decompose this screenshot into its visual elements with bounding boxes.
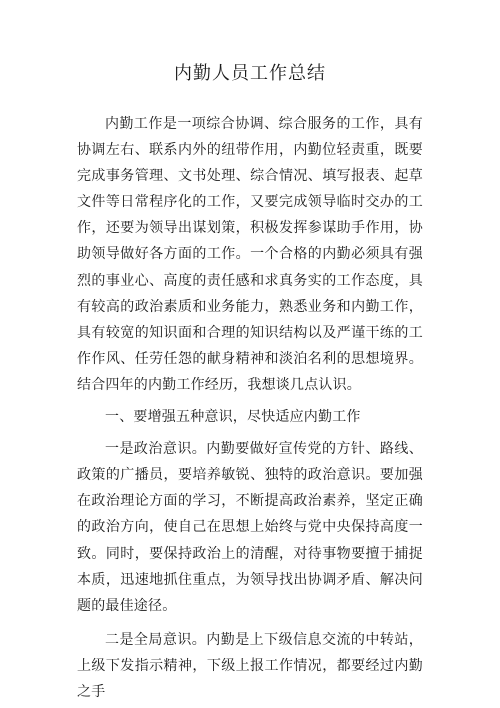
section-heading-1: 一、要增强五种意识，尽快适应内勤工作 [105, 409, 361, 426]
paragraph-overall-awareness: 二是全局意识。内勤是上下级信息交流的中转站，上级下发指示精神，下级上报工作情况，都要经过内勤之手 [77, 631, 423, 700]
document-body [77, 111, 423, 705]
paragraph-political-awareness: 一是政治意识。内勤要做好宣传党的方针、路线、政策的广播员，要培养敏锐、独特的政治意识。要加强在政治理论方面的学习，不断提高政治素养，坚定正确的政治方向，使自己在思想上始终与党中央保持高度一致。同时，要保持政治上的清醒，对待事物要擅于捕捉本质，迅速地抓住重点，为领导找出协调矛盾、解决问题的最佳途径。 [77, 441, 423, 614]
document-title: 内勤人员工作总结 [174, 63, 326, 84]
intro-paragraph: 内勤工作是一项综合协调、综合服务的工作，具有协调左右、联系内外的纽带作用，内勤位轻责重，既要完成事务管理、文书处理、综合情况、填写报表、起草文件等日常程序化的工作，又要完成领导临时交办的工作，还要为领导出谋划策，积极发挥参谋助手作用，协助领导做好各方面的工作。一个合格的内勤必须具有强烈的事业心、高度的责任感和求真务实的工作态度，具有较高的政治素质和业务能力，熟悉业务和内勤工作，具有较宽的知识面和合理的知识结构以及严谨干练的工作作风、任劳任怨的献身精神和淡泊名利的思想境界。结合四年的内勤工作经历，我想谈几点认识。 [77, 116, 423, 393]
